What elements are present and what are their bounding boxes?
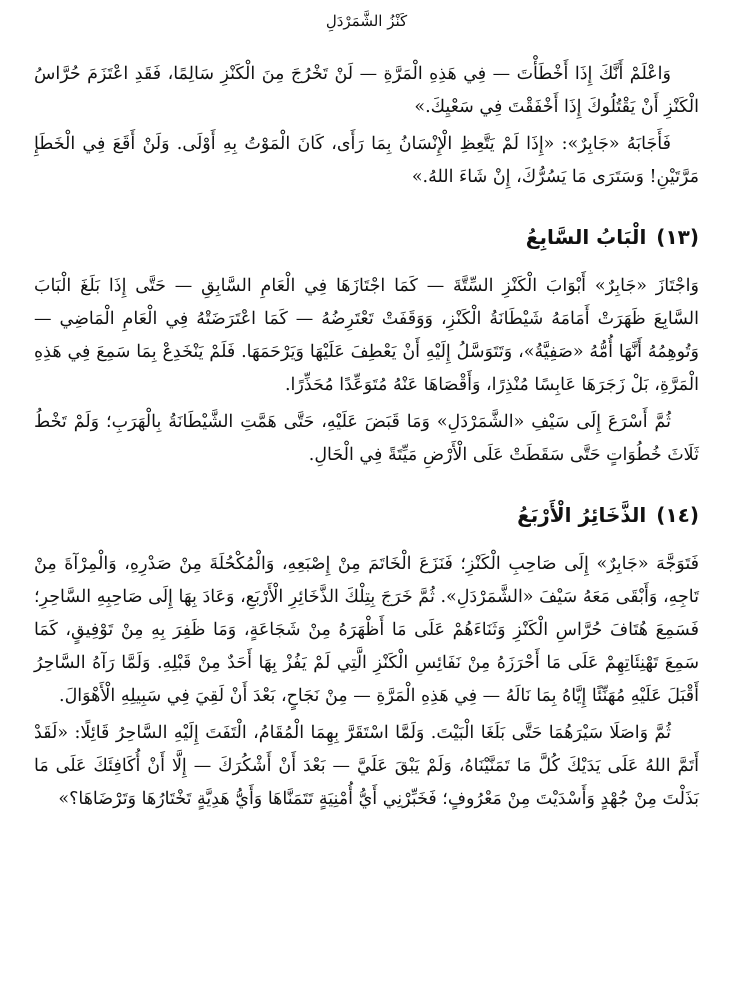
- paragraph: ثُمَّ أَسْرَعَ إِلَى سَيْفِ «الشَّمَرْدَلِ» وَمَا قَبَضَ عَلَيْهِ، حَتَّى هَمَّتِ الشَّيْطَانَةُ بِالْهَرَبِ؛ وَلَمْ تَخْطُ ثَلَاثَ خُطُوَاتٍ حَتَّى سَقَطَتْ عَلَى الْأَرْضِ مَيِّتَةً فِي الْحَالِ.: [34, 412, 699, 465]
- chapter-title: الذَّخَائِرُ الْأَرْبَعُ: [517, 503, 647, 527]
- chapter-number: (١٤): [656, 503, 699, 527]
- chapter-number: (١٣): [656, 225, 699, 249]
- chapter-heading-14: [34, 498, 699, 532]
- paragraph: وَاعْلَمْ أَنَّكَ إِذَا أَخْطَأْتَ — فِي هَذِهِ الْمَرَّةِ — لَنْ تَخْرُجَ مِنَ الْكَنْزِ سَالِمًا، فَقَدِ اعْتَزَمَ حُرَّاسُ الْكَنْزِ أَنْ يَقْتُلُوكَ إِذَا أَخْفَقْتَ فِي سَعْيِكَ.»: [34, 64, 699, 117]
- running-head: كَنْزُ الشَّمَرْدَلِ: [325, 12, 408, 30]
- paragraph: فَأَجَابَهُ «جَابِرٌ»: «إِذَا لَمْ يَتَّعِظِ الْإِنْسَانُ بِمَا رَأَى، كَانَ الْمَوْتُ بِهِ أَوْلَى. وَلَنْ أَقَعَ فِي الْخَطَإِ مَرَّتَيْنِ! وَسَتَرَى مَا يَسُرُّكَ، إِنْ شَاءَ اللهُ.»: [34, 134, 699, 187]
- paragraph: فَتَوَجَّهَ «جَابِرٌ» إِلَى صَاحِبِ الْكَنْزِ؛ فَنَزَعَ الْخَاتَمَ مِنْ إِصْبَعِهِ، وَالْمُكْحُلَةَ مِنْ صَدْرِهِ، وَالْمِرْآةَ مِنْ تَاجِهِ، وَأَبْقَى مَعَهُ سَيْفَ «الشَّمَرْدَلِ». ثُمَّ خَرَجَ بِتِلْكَ الذَّخَائِرِ الْأَرْبَعِ، وَعَادَ بِهَا إِلَى صَاحِبِهِ السَّاحِرِ؛ فَسَمِعَ هُتَافَ حُرَّاسِ الْكَنْزِ وَثَنَاءَهُمْ عَلَى مَا أَظْهَرَهُ مِنْ شَجَاعَةٍ، وَمَا ظَفِرَ بِهِ مِنْ تَوْفِيقٍ، كَمَا سَمِعَ تَهْنِئَاتِهِمْ عَلَى مَا أَحْرَزَهُ مِنْ نَفَائِسِ الْكَنْزِ الَّتِي لَمْ يَفُزْ بِهَا أَحَدٌ مِنْ قَبْلِهِ. وَلَمَّا رَآهُ السَّاحِرُ أَقْبَلَ عَلَيْهِ مُهَنِّئًا إِيَّاهُ بِمَا نَالَهُ — فِي هَذِهِ الْمَرَّةِ — مِنْ نَجَاحٍ، بَعْدَ أَنْ لَقِيَ فِي سَبِيلِهِ الْأَهْوَالَ.: [34, 554, 699, 706]
- chapter-heading-13: [34, 220, 699, 254]
- paragraph: وَاجْتَازَ «جَابِرٌ» أَبْوَابَ الْكَنْزِ السِّتَّةَ — كَمَا اجْتَازَهَا فِي الْعَامِ السَّابِقِ — حَتَّى إِذَا بَلَغَ الْبَابَ السَّابِعَ ظَهَرَتْ أَمَامَهُ شَيْطَانَةُ الْكَنْزِ، وَوَقَفَتْ تَعْتَرِضُهُ — كَمَا اعْتَرَضَتْهُ فِي الْعَامِ الْمَاضِي — وَتُوهِمُهُ أَنَّهَا أُمُّهُ «صَفِيَّةُ»، وَتَتَوَسَّلُ إِلَيْهِ أَنْ يَعْطِفَ عَلَيْهَا وَيَرْحَمَهَا. فَلَمْ يَنْخَدِعْ بِمَا سَمِعَ فِي هَذِهِ الْمَرَّةِ، بَلْ زَجَرَهَا عَابِسًا مُنْذِرًا، وَأَقْصَاهَا عَنْهُ مُتَوَعِّدًا مُحَذِّرًا.: [34, 276, 699, 395]
- paragraph: ثُمَّ وَاصَلَا سَيْرَهُمَا حَتَّى بَلَغَا الْبَيْتَ. وَلَمَّا اسْتَقَرَّ بِهِمَا الْمُقَامُ، الْتَفَتَ إِلَيْهِ السَّاحِرُ قَائِلًا: «لَقَدْ أَتَمَّ اللهُ عَلَى يَدَيْكَ كُلَّ مَا تَمَنَّيْنَاهُ، وَلَمْ يَبْقَ عَلَيَّ — بَعْدَ أَنْ أَشْكُرَكَ — إِلَّا أَنْ أُكَافِئَكَ عَلَى مَا بَذَلْتَ مِنْ جُهْدٍ وَأَسْدَيْتَ مِنْ مَعْرُوفٍ؛ فَخَبِّرْنِي أَيُّ أُمْنِيَةٍ تَتَمَنَّاهَا وَأَيُّ هَدِيَّةٍ تَخْتَارُهَا وَتَرْضَاهَا؟»: [34, 723, 699, 809]
- chapter-title: الْبَابُ السَّابِعُ: [525, 225, 647, 249]
